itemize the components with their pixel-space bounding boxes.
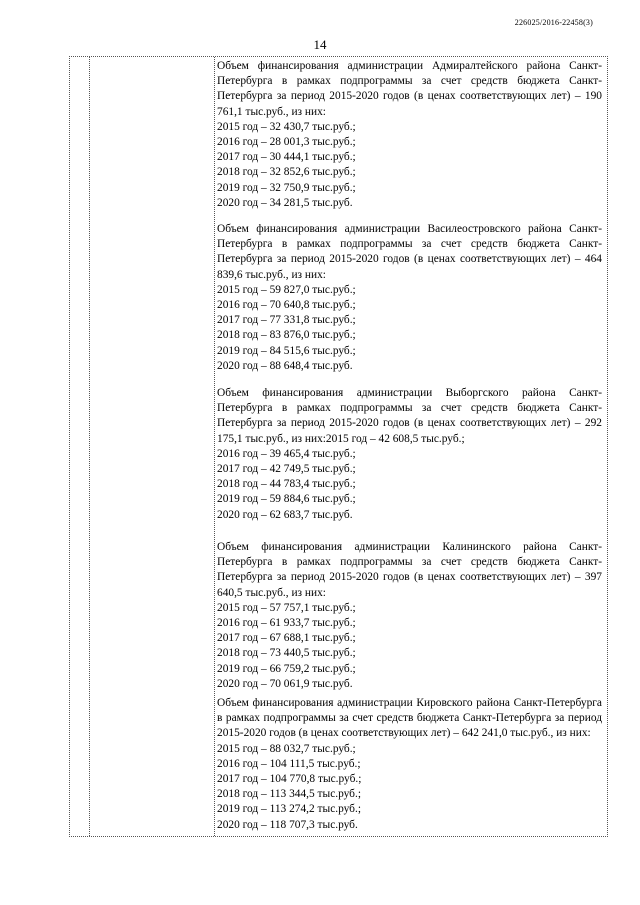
funding-block-admiralteysky bbox=[217, 59, 602, 211]
funding-block-vasileostrovsky bbox=[217, 222, 602, 374]
year-line: 2019 год – 84 515,6 тыс.руб.; bbox=[217, 344, 356, 357]
year-line: 2017 год – 42 749,5 тыс.руб.; bbox=[217, 463, 356, 476]
funding-summary: Объем финансирования администрации Кировского района Санкт-Петербурга в рамках подпрограммы за счет средств бюджета Санкт-Петербурга за период 2015-2020 годов (в ценах соответствующих лет) – 642 241,0 тыс.руб., из них: bbox=[217, 696, 602, 740]
year-line: 2020 год – 70 061,9 тыс.руб. bbox=[217, 677, 353, 690]
table-cell-content bbox=[217, 59, 602, 833]
year-line: 2017 год – 77 331,8 тыс.руб.; bbox=[217, 314, 356, 327]
year-line: 2019 год – 59 884,6 тыс.руб.; bbox=[217, 493, 356, 506]
year-line: 2020 год – 34 281,5 тыс.руб. bbox=[217, 196, 353, 209]
year-line: 2020 год – 62 683,7 тыс.руб. bbox=[217, 508, 353, 521]
funding-table bbox=[69, 56, 608, 837]
year-line: 2018 год – 83 876,0 тыс.руб.; bbox=[217, 329, 356, 342]
year-line: 2018 год – 44 783,4 тыс.руб.; bbox=[217, 478, 356, 491]
year-line: 2016 год – 28 001,3 тыс.руб.; bbox=[217, 136, 356, 149]
year-line: 2020 год – 88 648,4 тыс.руб. bbox=[217, 359, 353, 372]
funding-summary: Объем финансирования администрации Выборгского района Санкт-Петербурга в рамках подпрограммы за счет средств бюджета Санкт-Петербурга за период 2015-2020 годов (в ценах соответствующих лет) – 292 175,1 тыс.руб., из них:2015 год – 42 608,5 тыс.руб.; bbox=[217, 387, 602, 445]
year-line: 2018 год – 32 852,6 тыс.руб.; bbox=[217, 166, 356, 179]
page-number: 14 bbox=[313, 37, 327, 52]
column-divider bbox=[89, 57, 90, 836]
funding-block-kirovsky bbox=[217, 696, 602, 833]
year-line: 2016 год – 61 933,7 тыс.руб.; bbox=[217, 616, 356, 629]
funding-summary: Объем финансирования администрации Василеостровского района Санкт-Петербурга в рамках подпрограммы за счет средств бюджета Санкт-Петербурга за период 2015-2020 годов (в ценах соответствующих лет) – 464 839,6 тыс.руб., из них: bbox=[217, 223, 602, 281]
document-id: 226025/2016-22458(3) bbox=[514, 18, 593, 27]
year-line: 2020 год – 118 707,3 тыс.руб. bbox=[217, 818, 358, 831]
funding-summary: Объем финансирования администрации Адмиралтейского района Санкт-Петербурга в рамках подпрограммы за счет средств бюджета Санкт-Петербурга за период 2015-2020 годов (в ценах соответствующих лет) – 190 761,1 тыс.руб., из них: bbox=[217, 60, 602, 118]
year-line: 2019 год – 32 750,9 тыс.руб.; bbox=[217, 181, 356, 194]
year-line: 2017 год – 67 688,1 тыс.руб.; bbox=[217, 632, 356, 645]
year-line: 2019 год – 66 759,2 тыс.руб.; bbox=[217, 662, 356, 675]
year-line: 2019 год – 113 274,2 тыс.руб.; bbox=[217, 803, 361, 816]
funding-block-kalininsky bbox=[217, 540, 602, 692]
year-line: 2016 год – 104 111,5 тыс.руб.; bbox=[217, 757, 361, 770]
funding-block-vyborgsky bbox=[217, 386, 602, 523]
year-line: 2015 год – 32 430,7 тыс.руб.; bbox=[217, 120, 356, 133]
year-line: 2015 год – 57 757,1 тыс.руб.; bbox=[217, 601, 356, 614]
column-divider bbox=[214, 57, 215, 836]
year-line: 2017 год – 104 770,8 тыс.руб.; bbox=[217, 772, 362, 785]
year-line: 2017 год – 30 444,1 тыс.руб.; bbox=[217, 151, 356, 164]
year-line: 2018 год – 113 344,5 тыс.руб.; bbox=[217, 788, 361, 801]
year-line: 2018 год – 73 440,5 тыс.руб.; bbox=[217, 647, 356, 660]
year-line: 2015 год – 88 032,7 тыс.руб.; bbox=[217, 742, 356, 755]
year-line: 2016 год – 39 465,4 тыс.руб.; bbox=[217, 447, 356, 460]
year-line: 2015 год – 59 827,0 тыс.руб.; bbox=[217, 283, 356, 296]
funding-summary: Объем финансирования администрации Калининского района Санкт-Петербурга в рамках подпрограммы за счет средств бюджета Санкт-Петербурга за период 2015-2020 годов (в ценах соответствующих лет) – 397 640,5 тыс.руб., из них: bbox=[217, 540, 602, 599]
year-line: 2016 год – 70 640,8 тыс.руб.; bbox=[217, 299, 356, 312]
